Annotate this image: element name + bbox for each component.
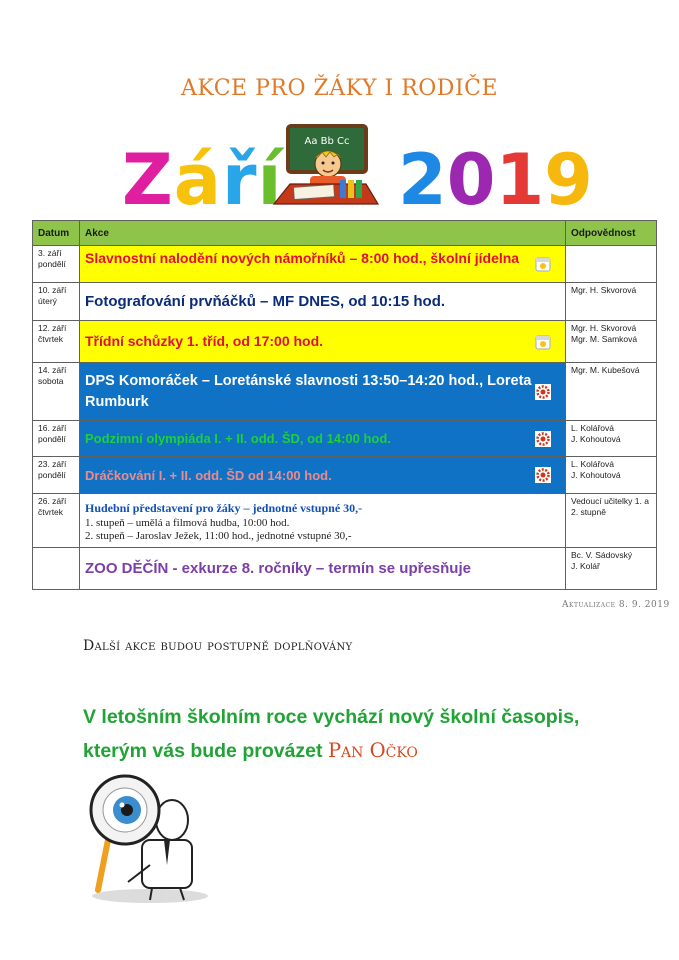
- month-letter: ř: [222, 139, 258, 221]
- row-event: [80, 363, 566, 421]
- month-title: [122, 140, 283, 220]
- event-text: DPS Komoráček – Loretánské slavnosti 13:50–14:20 hod., Loreta Rumburk: [85, 372, 532, 410]
- responsible-name: L. Kolářová: [571, 459, 614, 469]
- row-date: 26. září čtvrtek: [33, 494, 80, 548]
- event-text: ZOO DĚČÍN - exkurze 8. ročníky – termín se upřesňuje: [85, 560, 471, 577]
- row-event: [80, 457, 566, 494]
- year-digit: 1: [495, 139, 545, 221]
- svg-text:Aa Bb Cc: Aa Bb Cc: [304, 136, 350, 147]
- responsible-name: Mgr. H. Skvorová: [571, 323, 637, 333]
- event-line: 1. stupeň – umělá a filmová hudba, 10:00 hod.: [85, 517, 290, 529]
- event-text: Fotografování prvňáčků – MF DNES, od 10:15 hod.: [85, 293, 446, 310]
- header-responsible: Odpovědnost: [566, 221, 657, 246]
- header-date: Datum: [33, 221, 80, 246]
- row-responsible: [566, 283, 657, 321]
- responsible-name: L. Kolářová: [571, 423, 614, 433]
- year-title: [398, 140, 593, 220]
- row-responsible: [566, 246, 657, 283]
- responsible-name: Bc. V. Sádovský: [571, 550, 633, 560]
- table-row: [33, 548, 657, 590]
- row-date: 10. září úterý: [33, 283, 80, 321]
- calendar-sticker-icon: [535, 256, 551, 272]
- row-date: 16. září pondělí: [33, 421, 80, 457]
- row-responsible: [566, 421, 657, 457]
- row-date: 14. září sobota: [33, 363, 80, 421]
- row-date: 23. září pondělí: [33, 457, 80, 494]
- table-row: [33, 457, 657, 494]
- row-responsible: [566, 457, 657, 494]
- row-responsible: [566, 548, 657, 590]
- year-digit: 9: [544, 139, 593, 221]
- responsible-name: Mgr. M. Kubešová: [571, 365, 640, 375]
- responsible-name: Vedoucí učitelky 1. a 2. stupně: [571, 496, 649, 517]
- table-row: [33, 363, 657, 421]
- event-text: Třídní schůzky 1. tříd, od 17:00 hod.: [85, 333, 324, 349]
- more-events-note: Další akce budou postupně doplňovány: [83, 638, 353, 654]
- row-date: 3. září pondělí: [33, 246, 80, 283]
- event-text: Dráčkování I. + II. odd. ŠD od 14:00 hod.: [85, 467, 332, 483]
- row-event: [80, 246, 566, 283]
- responsible-name: J. Kohoutová: [571, 470, 621, 480]
- page-subtitle: AKCE PRO ŽÁKY I RODIČE: [180, 76, 499, 101]
- table-row: [33, 283, 657, 321]
- table-row: [33, 246, 657, 283]
- events-table: [32, 220, 657, 590]
- gear-sticker-icon: [535, 467, 551, 483]
- row-event: [80, 321, 566, 363]
- event-line: 2. stupeň – Jaroslav Ježek, 11:00 hod., jednotné vstupné 30,-: [85, 530, 352, 542]
- responsible-name: Mgr. H. Skvorová: [571, 285, 637, 295]
- row-responsible: [566, 363, 657, 421]
- row-responsible: [566, 494, 657, 548]
- row-event: [80, 548, 566, 590]
- row-event: [80, 494, 566, 548]
- event-title: Hudební představení pro žáky – jednotné vstupné 30,-: [85, 501, 363, 515]
- calendar-sticker-icon: [535, 334, 551, 350]
- gear-sticker-icon: [535, 431, 551, 447]
- year-digit: 2: [398, 139, 447, 221]
- event-text: Podzimní olympiáda I. + II. odd. ŠD, od 14:00 hod.: [85, 431, 391, 446]
- gear-sticker-icon: [535, 384, 551, 400]
- table-row: [33, 421, 657, 457]
- row-date: 12. září čtvrtek: [33, 321, 80, 363]
- month-letter: Z: [122, 139, 174, 221]
- kid-at-blackboard-illustration: [270, 124, 382, 208]
- update-date: Aktualizace 8. 9. 2019: [562, 600, 670, 610]
- table-row: [33, 494, 657, 548]
- responsible-name: J. Kolář: [571, 561, 600, 571]
- announcement-text: V letošním školním roce vychází nový školní časopis, kterým vás bude provázet: [83, 706, 580, 762]
- row-date: [33, 548, 80, 590]
- row-responsible: [566, 321, 657, 363]
- row-event: [80, 421, 566, 457]
- month-letter: á: [173, 139, 223, 221]
- table-header-row: [33, 221, 657, 246]
- header-event: Akce: [80, 221, 566, 246]
- month-letter: í: [257, 139, 283, 221]
- responsible-name: J. Kohoutová: [571, 434, 621, 444]
- responsible-name: Mgr. M. Samková: [571, 334, 638, 344]
- row-event: [80, 283, 566, 321]
- mascot-name: Pan Očko: [327, 739, 418, 762]
- table-row: [33, 321, 657, 363]
- event-text: Slavnostní nalodění nových námořníků – 8:00 hod., školní jídelna: [85, 250, 520, 266]
- magnifier-mascot-illustration: [80, 770, 210, 905]
- announcement: [83, 700, 603, 768]
- year-digit: 0: [446, 139, 496, 221]
